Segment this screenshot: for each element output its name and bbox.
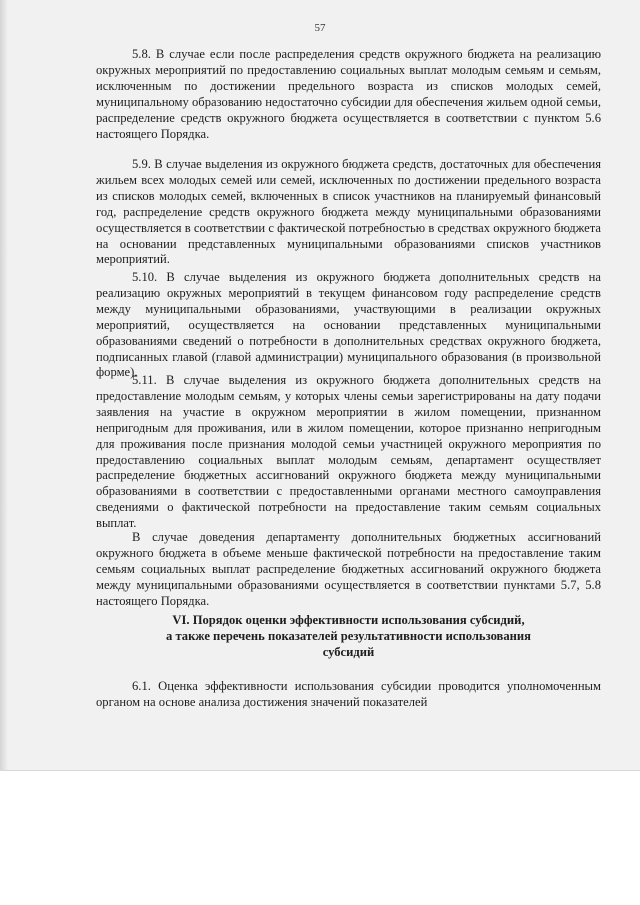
paragraph-budget-allocation: В случае доведения департаменту дополнительных бюджетных ассигнований окружного бюджета в объеме меньше фактической потребности на предоставление таким семьям социальных выплат распределение бюджетных ассигнований окружного бюджета между муниципальными образованиями осуществляется в соответствии пунктами 5.7, 5.8 настоящего Порядка. bbox=[96, 530, 601, 608]
section-heading-line-2: а также перечень показателей результативности использования bbox=[166, 628, 531, 643]
page-number: 57 bbox=[314, 22, 326, 34]
paragraph-5-11: 5.11. В случае выделения из окружного бюджета дополнительных средств на предоставление молодым семьям, у которых члены семьи зарегистрированы на дату подачи заявления на участие в окружном мероприятии в жилом помещении, признанном непригодным для проживания, или в жилом помещении, которое признанно непригодным для проживания после признания молодой семьи участницей окружного мероприятия по предоставлению социальных выплат молодым семьям, департамент осуществляет распределение бюджетных ассигнований окружного бюджета между муниципальными образованиями в соответствии с предоставленными органами местного самоуправления сведениями о фактической потребности на предоставление таким семьям социальных выплат. bbox=[96, 373, 601, 531]
section-heading-line-1: VI. Порядок оценки эффективности использования субсидий, bbox=[172, 613, 525, 627]
section-heading bbox=[96, 613, 601, 661]
paragraph-5-10: 5.10. В случае выделения из окружного бюджета дополнительных средств на реализацию окружных мероприятий в текущем финансовом году распределение средств между муниципальными образованиями, участвующими в реализации окружных мероприятий, осуществляется на основании представленных муниципальными образованиями сведений о потребности в дополнительных средствах окружного бюджета, подписанных главой (главой администрации) муниципального образования (в произвольной форме). bbox=[96, 270, 601, 380]
paragraph-6-1: 6.1. Оценка эффективности использования субсидии проводится уполномоченным органом на основе анализа достижения значений показателей bbox=[96, 679, 601, 709]
paragraph-5-8: 5.8. В случае если после распределения средств окружного бюджета на реализацию окружных мероприятий по предоставлению социальных выплат молодым семьям и семьям, исключенным по достижении предельного возраста из списков молодых семей, муниципальному образованию недостаточно субсидии для обеспечения жильем одной семьи, распределение средств окружного бюджета осуществляется в соответствии с пунктом 5.6 настоящего Порядка. bbox=[96, 47, 601, 141]
section-heading-line-3: субсидий bbox=[322, 644, 375, 659]
paragraph-5-9: 5.9. В случае выделения из окружного бюджета средств, достаточных для обеспечения жильем всех молодых семей или семей, исключенных по достижении предельного возраста из списков молодых семей, включенных в список участников на планируемый финансовый год, распределение средств окружного бюджета между муниципальными образованиями осуществляется в соответствии с фактической потребностью в средствах окружного бюджета на основании представленных муниципальными образованиями списков участников мероприятий. bbox=[96, 157, 601, 267]
